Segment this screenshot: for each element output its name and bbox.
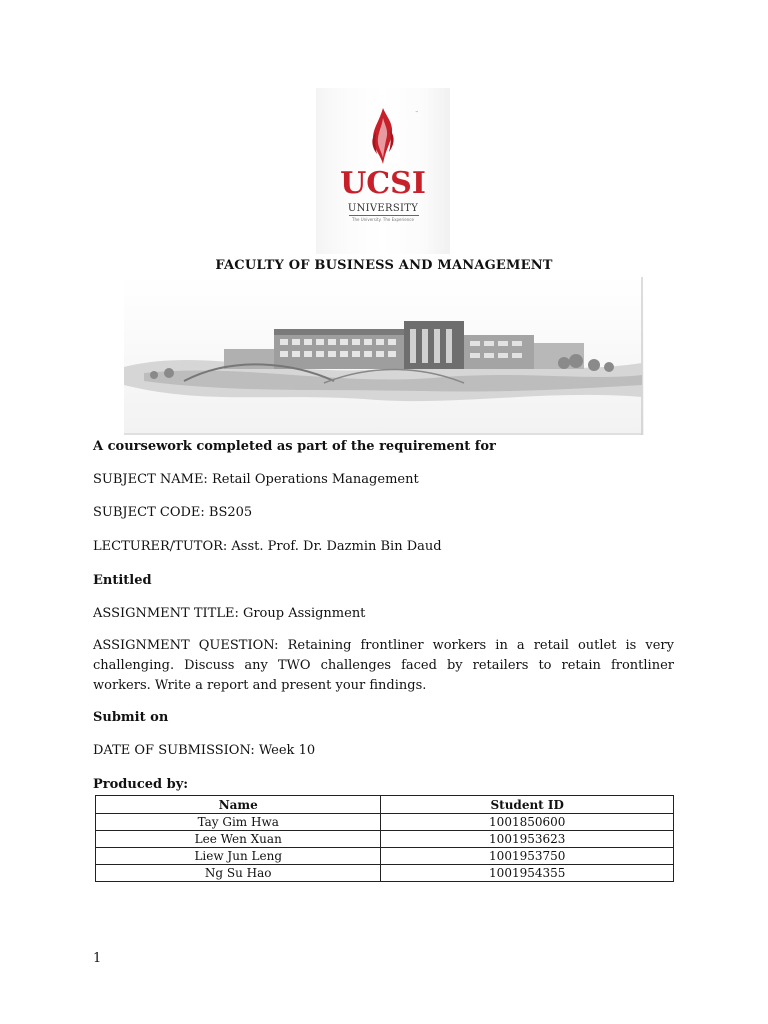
student-id: 1001850600 bbox=[381, 814, 674, 831]
assignment-question: ASSIGNMENT QUESTION: Retaining frontliner workers in a retail outlet is very challenging. Discuss any TWO challenges faced by retailers to retain frontliner workers. Write a report and present your findings. bbox=[93, 638, 674, 693]
faculty-heading: FACULTY OF BUSINESS AND MANAGEMENT bbox=[215, 258, 553, 273]
student-table bbox=[95, 795, 674, 882]
submit-on-label: Submit on bbox=[93, 710, 169, 725]
student-name: Lee Wen Xuan bbox=[96, 831, 381, 848]
flame-logo-icon bbox=[367, 108, 399, 164]
table-row bbox=[96, 831, 674, 848]
trademark-symbol: ™ bbox=[415, 110, 419, 115]
student-name: Liew Jun Leng bbox=[96, 848, 381, 865]
student-name: Tay Gim Hwa bbox=[96, 814, 381, 831]
subject-name: SUBJECT NAME: Retail Operations Management bbox=[93, 472, 419, 487]
university-logo bbox=[316, 88, 450, 254]
assignment-title: ASSIGNMENT TITLE: Group Assignment bbox=[93, 606, 366, 621]
intro-line: A coursework completed as part of the requirement for bbox=[93, 439, 496, 454]
name-column-header: Name bbox=[96, 796, 381, 814]
campus-building-image bbox=[124, 277, 644, 435]
student-name: Ng Su Hao bbox=[96, 865, 381, 882]
student-id: 1001953750 bbox=[381, 848, 674, 865]
logo-divider bbox=[349, 215, 419, 216]
produced-by-label: Produced by: bbox=[93, 777, 189, 792]
table-row bbox=[96, 848, 674, 865]
entitled-label: Entitled bbox=[93, 573, 152, 588]
student-id-column-header: Student ID bbox=[381, 796, 674, 814]
table-row bbox=[96, 814, 674, 831]
logo-wordmark: UCSI bbox=[340, 166, 426, 201]
date-of-submission: DATE OF SUBMISSION: Week 10 bbox=[93, 743, 316, 758]
logo-tagline: The University. The Experience bbox=[352, 217, 414, 222]
table-header-row bbox=[96, 796, 674, 814]
page-number: 1 bbox=[93, 951, 102, 966]
logo-subtitle: UNIVERSITY bbox=[347, 203, 419, 214]
student-id: 1001954355 bbox=[381, 865, 674, 882]
student-id: 1001953623 bbox=[381, 831, 674, 848]
table-row bbox=[96, 865, 674, 882]
subject-code: SUBJECT CODE: BS205 bbox=[93, 505, 253, 520]
lecturer-tutor: LECTURER/TUTOR: Asst. Prof. Dr. Dazmin Bin Daud bbox=[93, 539, 442, 554]
